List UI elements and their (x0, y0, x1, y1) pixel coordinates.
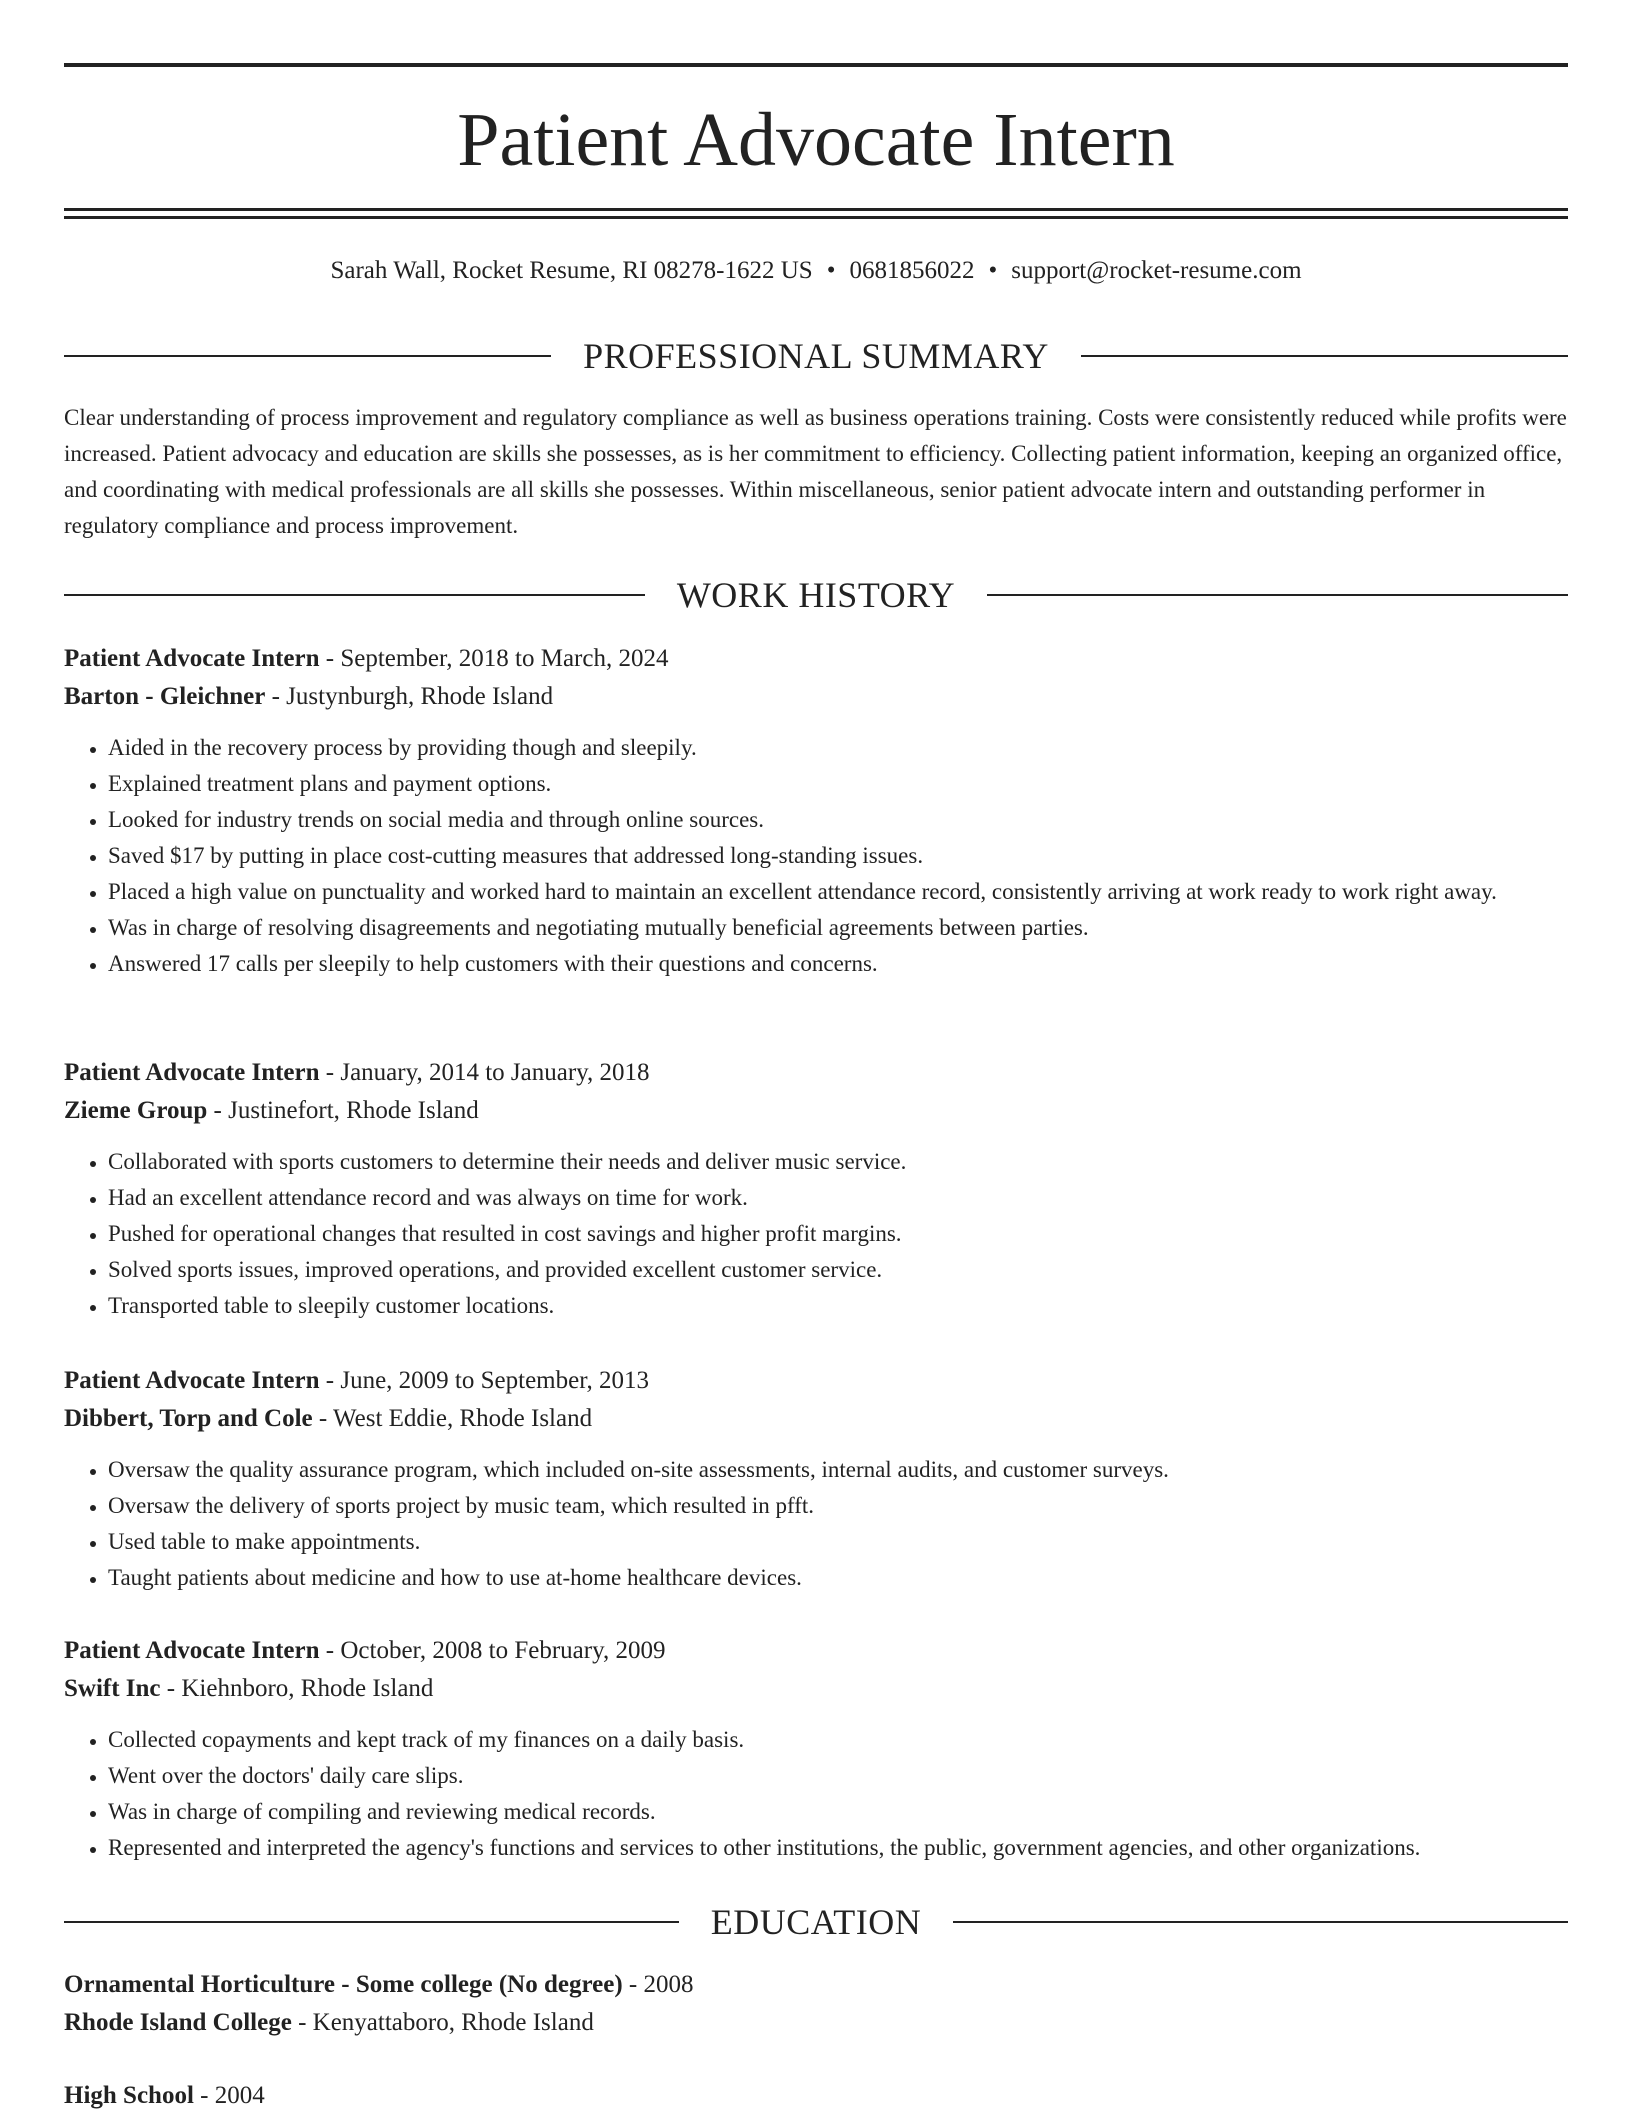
job-location: - West Eddie, Rhode Island (312, 1405, 593, 1432)
job-bullets (64, 1144, 1568, 1324)
job-location: - Kiehnboro, Rhode Island (160, 1675, 434, 1702)
heading-rule-left (64, 1921, 679, 1923)
job-dates: - January, 2014 to January, 2018 (319, 1059, 650, 1086)
job-entry (64, 1632, 1568, 1866)
job-bullets (64, 1722, 1568, 1866)
section-title: EDUCATION (710, 1902, 922, 1942)
job-bullet: • Looked for industry trends on social media and through online sources. (108, 802, 1568, 838)
job-bullet: • Used table to make appointments. (108, 1524, 1568, 1560)
job-entry (64, 1054, 1568, 1324)
education-section-heading (64, 1900, 1568, 1944)
job-bullet: • Went over the doctors' daily care slips. (108, 1758, 1568, 1794)
job-bullet: • Placed a high value on punctuality and worked hard to maintain an excellent attendance record, consistently arriving at work ready to work right away. (108, 874, 1568, 910)
job-company-line (64, 678, 1568, 716)
job-title-line (64, 1362, 1568, 1400)
job-bullets (64, 730, 1568, 982)
contact-separator: • (826, 257, 836, 284)
job-bullet: • Transported table to sleepily customer locations. (108, 1288, 1568, 1324)
job-bullet: • Saved $17 by putting in place cost-cutting measures that addressed long-standing issues. (108, 838, 1568, 874)
education-entry (64, 1966, 1568, 2042)
section-title: PROFESSIONAL SUMMARY (583, 336, 1049, 376)
contact-address: Sarah Wall, Rocket Resume, RI 08278-1622 US (330, 257, 813, 284)
education-degree: Ornamental Horticulture - Some college (No degree) (64, 1971, 623, 1998)
job-company: Dibbert, Torp and Cole (64, 1405, 313, 1432)
contact-phone: 0681856022 (849, 257, 975, 284)
job-bullet: • Was in charge of compiling and reviewing medical records. (108, 1794, 1568, 1830)
summary-text: Clear understanding of process improvement and regulatory compliance as well as business operations training. Costs were consistently reduced while profits were increased. Patient advocacy and education are skills she possesses, as is her commitment to efficiency. Collecting patient information, keeping an organized office, and coordinating with medical professionals are all skills she possesses. Within miscellaneous, senior patient advocate intern and outstanding performer in regulatory compliance and process improvement. (64, 405, 1567, 538)
job-entry (64, 1362, 1568, 1596)
job-bullet: • Oversaw the delivery of sports project by music team, which resulted in pfft. (108, 1488, 1568, 1524)
job-company-line (64, 1400, 1568, 1438)
education-school: Rhode Island College (64, 2009, 292, 2036)
job-bullet: • Collected copayments and kept track of my finances on a daily basis. (108, 1722, 1568, 1758)
job-bullet: • Was in charge of resolving disagreements and negotiating mutually beneficial agreements between parties. (108, 910, 1568, 946)
job-title: Patient Advocate Intern (64, 645, 320, 672)
heading-rule-right (1081, 355, 1568, 357)
contact-line (64, 254, 1568, 288)
contact-separator: • (988, 257, 998, 284)
job-bullet: • Explained treatment plans and payment options. (108, 766, 1568, 802)
work-section-heading (64, 573, 1568, 617)
job-bullet: • Aided in the recovery process by providing though and sleepily. (108, 730, 1568, 766)
heading-rule-right (953, 1921, 1568, 1923)
job-title-line (64, 640, 1568, 678)
job-location: - Justinefort, Rhode Island (207, 1097, 479, 1124)
job-title: Patient Advocate Intern (64, 1059, 320, 1086)
education-school-line (64, 2004, 1568, 2042)
heading-rule-right (987, 594, 1568, 596)
section-title: WORK HISTORY (676, 575, 956, 615)
job-bullet: • Collaborated with sports customers to determine their needs and deliver music service. (108, 1144, 1568, 1180)
job-title: Patient Advocate Intern (64, 1637, 320, 1664)
job-bullet: • Taught patients about medicine and how to use at-home healthcare devices. (108, 1560, 1568, 1596)
job-title: Patient Advocate Intern (64, 1367, 320, 1394)
job-bullet: • Answered 17 calls per sleepily to help customers with their questions and concerns. (108, 946, 1568, 982)
education-location: - Kenyattaboro, Rhode Island (291, 2009, 594, 2036)
education-entry (64, 2077, 1568, 2115)
top-rule (64, 63, 1568, 67)
title-rule-lower (64, 216, 1568, 219)
job-entry (64, 640, 1568, 982)
education-year: - 2004 (193, 2082, 265, 2109)
job-bullet: • Pushed for operational changes that resulted in cost savings and higher profit margins. (108, 1216, 1568, 1252)
job-company: Barton - Gleichner (64, 683, 266, 710)
summary-section-heading (64, 334, 1568, 378)
resume-title: Patient Advocate Intern (457, 98, 1175, 182)
heading-rule-left (64, 594, 645, 596)
title-rule-upper (64, 208, 1568, 211)
job-dates: - June, 2009 to September, 2013 (319, 1367, 650, 1394)
job-bullet: • Solved sports issues, improved operations, and provided excellent customer service. (108, 1252, 1568, 1288)
job-title-line (64, 1632, 1568, 1670)
education-year: - 2008 (622, 1971, 694, 1998)
heading-rule-left (64, 355, 551, 357)
job-location: - Justynburgh, Rhode Island (265, 683, 554, 710)
job-company: Swift Inc (64, 1675, 161, 1702)
job-dates: - September, 2018 to March, 2024 (319, 645, 669, 672)
job-bullet: • Had an excellent attendance record and was always on time for work. (108, 1180, 1568, 1216)
job-bullet: • Oversaw the quality assurance program, which included on-site assessments, internal audits, and customer surveys. (108, 1452, 1568, 1488)
job-company-line (64, 1092, 1568, 1130)
education-degree-line (64, 2077, 1568, 2115)
contact-email: support@rocket-resume.com (1011, 257, 1302, 284)
education-degree: High School (64, 2082, 194, 2109)
job-bullets (64, 1452, 1568, 1596)
job-company: Zieme Group (64, 1097, 208, 1124)
job-bullet: • Represented and interpreted the agency's functions and services to other institutions, the public, government agencies, and other organizations. (108, 1830, 1568, 1866)
job-title-line (64, 1054, 1568, 1092)
job-company-line (64, 1670, 1568, 1708)
job-dates: - October, 2008 to February, 2009 (319, 1637, 666, 1664)
education-degree-line (64, 1966, 1568, 2004)
